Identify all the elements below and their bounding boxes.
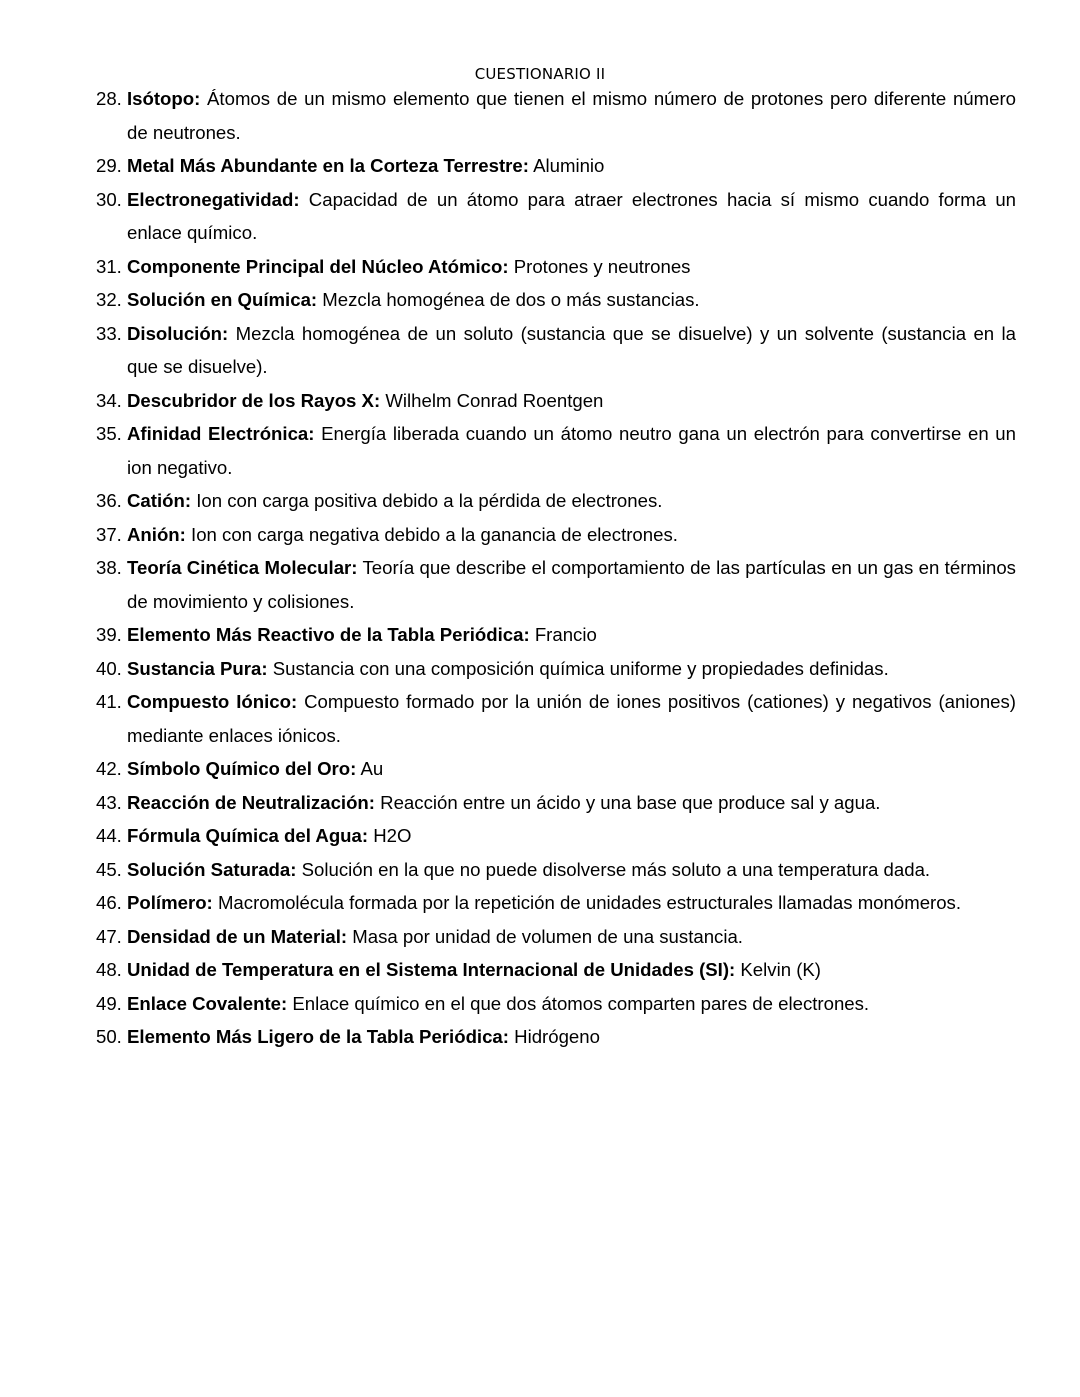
item-number: 48. (96, 959, 122, 980)
item-text (127, 685, 1016, 752)
item-definition: Kelvin (K) (740, 959, 822, 980)
list-item (96, 1020, 1016, 1054)
item-term: Elemento Más Reactivo de la Tabla Periódica: (127, 624, 530, 645)
item-text (127, 384, 1016, 418)
item-number: 29. (96, 155, 122, 176)
list-item (96, 317, 1016, 384)
item-text (127, 250, 1016, 284)
item-term: Disolución: (127, 322, 229, 344)
item-definition: Enlace químico en el que dos átomos comparten pares de electrones. (292, 992, 870, 1014)
item-number: 35. (96, 423, 122, 444)
list-item (96, 618, 1016, 652)
item-text (127, 317, 1016, 384)
item-term: Metal Más Abundante en la Corteza Terrestre: (127, 155, 529, 176)
item-number: 30. (96, 188, 122, 210)
list-item (96, 819, 1016, 853)
item-number: 39. (96, 624, 122, 645)
item-number: 32. (96, 289, 122, 310)
item-number: 34. (96, 389, 122, 411)
list-item (96, 752, 1016, 786)
item-number: 40. (96, 657, 122, 679)
item-definition: Ion con carga negativa debido a la ganancia de electrones. (191, 523, 678, 545)
item-text (127, 551, 1016, 618)
item-definition: Reacción entre un ácido y una base que produce sal y agua. (380, 791, 881, 813)
item-text (127, 853, 1016, 887)
item-text (127, 149, 1016, 183)
item-text (127, 920, 1016, 954)
item-text (127, 518, 1016, 552)
item-number: 38. (96, 557, 122, 578)
item-text (127, 786, 1016, 820)
item-text (127, 283, 1016, 317)
item-text (127, 886, 1016, 920)
item-definition: Solución en la que no puede disolverse más soluto a una temperatura dada. (301, 858, 931, 880)
item-number: 36. (96, 490, 122, 511)
item-definition: Energía liberada cuando un átomo neutro gana un electrón para convertirse en un ion negativo. (127, 423, 1016, 478)
list-item (96, 417, 1016, 484)
item-number: 47. (96, 925, 122, 947)
item-term: Densidad de un Material: (127, 925, 348, 947)
list-item (96, 283, 1016, 317)
list-item (96, 685, 1016, 752)
item-definition: Macromolécula formada por la repetición de unidades estructurales llamadas monómeros. (217, 892, 962, 913)
item-definition: Capacidad de un átomo para atraer electrones hacia sí mismo cuando forma un enlace químico. (127, 188, 1016, 243)
item-term: Teoría Cinética Molecular: (127, 557, 358, 578)
item-term: Afinidad Electrónica: (127, 423, 315, 444)
item-term: Elemento Más Ligero de la Tabla Periódica: (127, 1026, 509, 1047)
item-term: Componente Principal del Núcleo Atómico: (127, 255, 509, 277)
item-definition: Masa por unidad de volumen de una sustancia. (352, 925, 743, 947)
item-definition: Átomos de un mismo elemento que tienen el mismo número de protones pero diferente número de neutrones. (127, 88, 1016, 143)
item-text (127, 652, 1016, 686)
list-item (96, 987, 1016, 1021)
item-definition: Hidrógeno (514, 1026, 600, 1047)
list-item (96, 149, 1016, 183)
item-text (127, 819, 1016, 853)
item-number: 37. (96, 523, 122, 545)
item-definition: Sustancia con una composición química uniforme y propiedades definidas. (272, 657, 889, 679)
item-definition: H2O (373, 825, 412, 846)
item-term: Reacción de Neutralización: (127, 791, 375, 813)
item-text (127, 752, 1016, 786)
item-term: Compuesto Iónico: (127, 691, 298, 712)
item-number: 28. (96, 88, 122, 109)
item-text (127, 618, 1016, 652)
item-term: Solución en Química: (127, 289, 318, 310)
list-item (96, 551, 1016, 618)
item-text (127, 82, 1016, 149)
list-item (96, 384, 1016, 418)
list-item (96, 518, 1016, 552)
item-term: Símbolo Químico del Oro: (127, 758, 357, 779)
list-item (96, 853, 1016, 887)
list-item (96, 82, 1016, 149)
item-term: Enlace Covalente: (127, 992, 288, 1014)
item-number: 43. (96, 791, 122, 813)
item-definition: Compuesto formado por la unión de iones positivos (cationes) y negativos (aniones) mediante enlaces iónicos. (127, 691, 1016, 746)
item-number: 41. (96, 691, 122, 712)
item-term: Electronegatividad: (127, 188, 300, 210)
page-title: CUESTIONARIO II (474, 65, 606, 83)
item-text (127, 987, 1016, 1021)
list-item (96, 250, 1016, 284)
item-definition: Ion con carga positiva debido a la pérdida de electrones. (196, 490, 663, 511)
item-definition: Mezcla homogénea de dos o más sustancias. (322, 289, 700, 310)
list-item (96, 484, 1016, 518)
questionnaire-list (96, 82, 1016, 1054)
item-number: 45. (96, 858, 122, 880)
item-text (127, 183, 1016, 250)
item-number: 49. (96, 992, 122, 1014)
item-term: Catión: (127, 490, 192, 511)
item-term: Anión: (127, 523, 186, 545)
item-definition: Mezcla homogénea de un soluto (sustancia que se disuelve) y un solvente (sustancia en la que se disuelve). (127, 322, 1016, 377)
item-text (127, 1020, 1016, 1054)
item-number: 33. (96, 322, 122, 344)
list-item (96, 953, 1016, 987)
item-number: 44. (96, 825, 122, 846)
item-term: Unidad de Temperatura en el Sistema Internacional de Unidades (SI): (127, 959, 736, 980)
list-item (96, 886, 1016, 920)
item-term: Solución Saturada: (127, 858, 297, 880)
item-number: 46. (96, 892, 122, 913)
item-term: Fórmula Química del Agua: (127, 825, 369, 846)
item-text (127, 484, 1016, 518)
item-term: Descubridor de los Rayos X: (127, 389, 381, 411)
list-item (96, 786, 1016, 820)
list-item (96, 920, 1016, 954)
item-term: Sustancia Pura: (127, 657, 268, 679)
item-term: Polímero: (127, 892, 213, 913)
item-term: Isótopo: (127, 88, 201, 109)
item-definition: Protones y neutrones (513, 255, 691, 277)
item-number: 31. (96, 255, 122, 277)
item-number: 50. (96, 1026, 122, 1047)
item-text (127, 417, 1016, 484)
item-text (127, 953, 1016, 987)
item-definition: Au (360, 758, 384, 779)
item-number: 42. (96, 758, 122, 779)
list-item (96, 183, 1016, 250)
item-definition: Aluminio (533, 155, 605, 176)
item-definition: Teoría que describe el comportamiento de las partículas en un gas en términos de movimiento y colisiones. (127, 557, 1016, 612)
item-definition: Francio (534, 624, 597, 645)
item-definition: Wilhelm Conrad Roentgen (385, 389, 604, 411)
list-item (96, 652, 1016, 686)
